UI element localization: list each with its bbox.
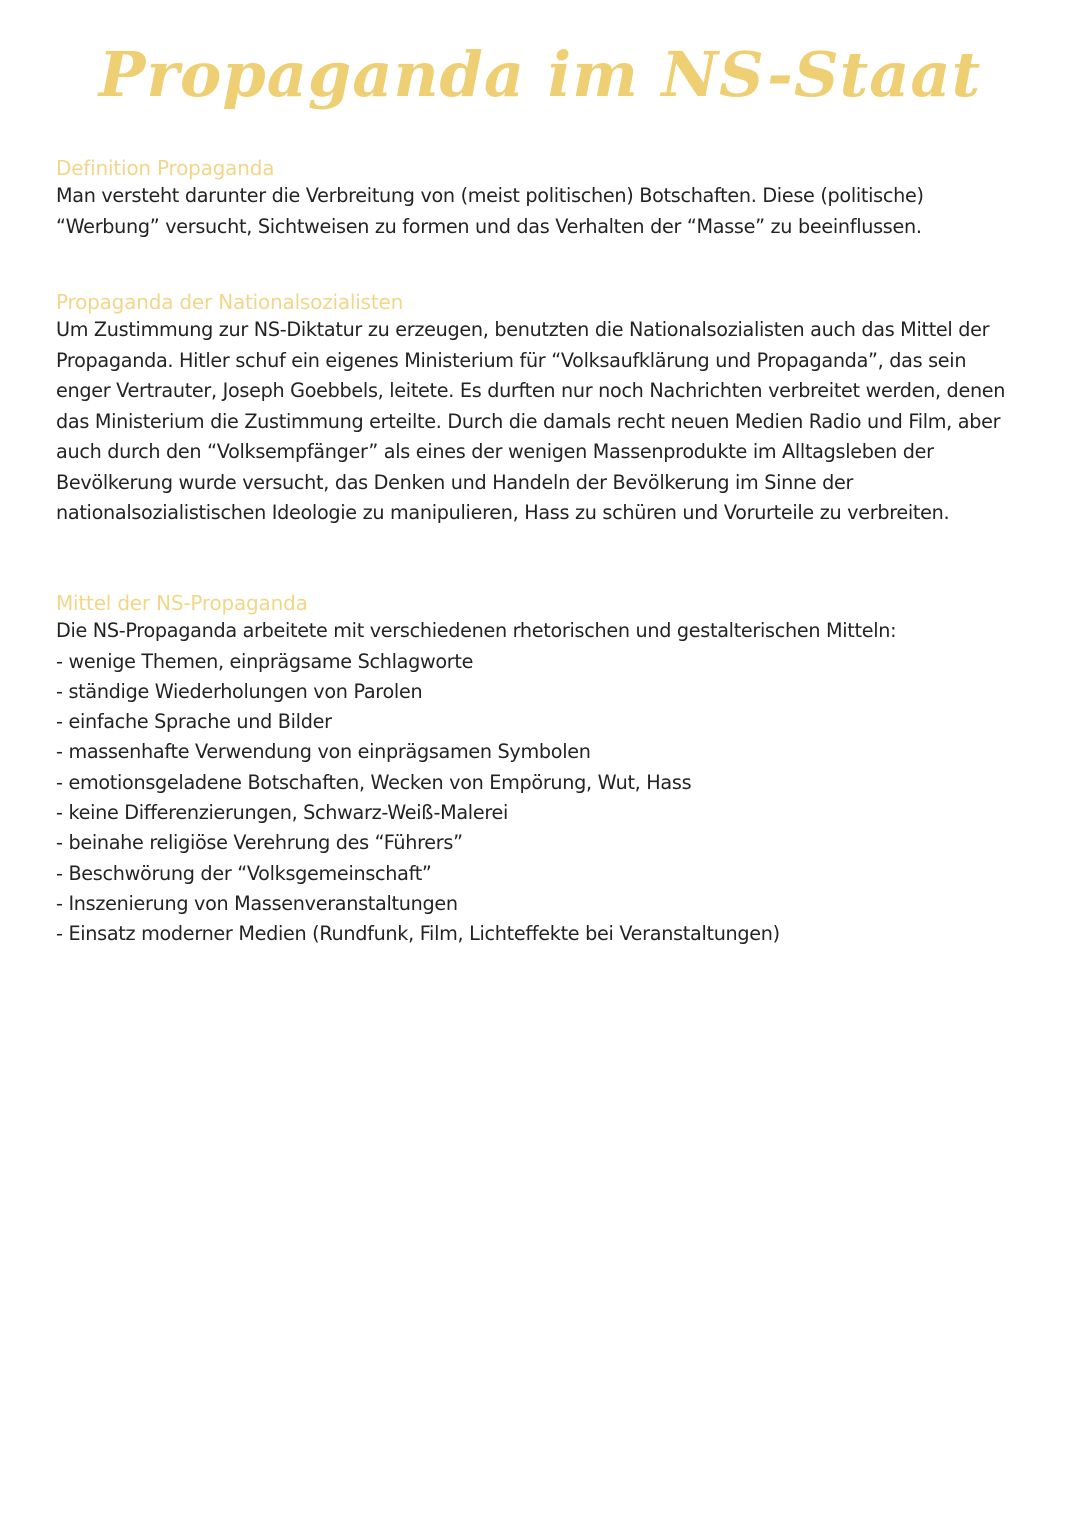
section-definition (56, 155, 1016, 242)
list-item: - emotionsgeladene Botschaften, Wecken von Empörung, Wut, Hass (56, 768, 1016, 798)
section-heading: Mittel der NS-Propaganda (56, 591, 308, 615)
section-text: Um Zustimmung zur NS-Diktatur zu erzeugen, benutzten die Nationalsozialisten auch das Mittel der Propaganda. Hitler schuf ein eigenes Ministerium für “Volksaufklärung und Propaganda”, das sein enger Vertrauter, Joseph Goebbels, leitete. Es durften nur noch Nachrichten verbreitet werden, denen das Ministerium die Zustimmung erteilte. Durch die damals recht neuen Medien Radio und Film, aber auch durch den “Volksempfänger” als eines der wenigen Massenprodukte im Alltagsleben der Bevölkerung wurde versucht, das Denken und Handeln der Bevölkerung im Sinne der nationalsozialistischen Ideologie zu manipulieren, Hass zu schüren und Vorurteile zu verbreiten. (56, 318, 1006, 524)
list-item: - massenhafte Verwendung von einprägsamen Symbolen (56, 737, 1016, 767)
section-mittel (56, 590, 1016, 949)
list-item: - keine Differenzierungen, Schwarz-Weiß-Malerei (56, 798, 1016, 828)
section-heading: Propaganda der Nationalsozialisten (56, 290, 404, 314)
list-item: - wenige Themen, einprägsame Schlagworte (56, 647, 1016, 677)
list-item: - beinahe religiöse Verehrung des “Führers” (56, 828, 1016, 858)
section-nationalsozialisten (56, 289, 1016, 529)
list-item: - einfache Sprache und Bilder (56, 707, 1016, 737)
list-item: - Einsatz moderner Medien (Rundfunk, Film, Lichteffekte bei Veranstaltungen) (56, 919, 1016, 949)
section-text: Die NS-Propaganda arbeitete mit verschiedenen rhetorischen und gestalterischen Mitteln: (56, 619, 897, 642)
list-item: - Beschwörung der “Volksgemeinschaft” (56, 859, 1016, 889)
section-text: Man versteht darunter die Verbreitung von (meist politischen) Botschaften. Diese (politische) “Werbung” versucht, Sichtweisen zu formen und das Verhalten der “Masse” zu beeinflussen. (56, 184, 924, 238)
means-list (56, 647, 1016, 950)
section-heading: Definition Propaganda (56, 156, 275, 180)
page-title: Propaganda im NS-Staat (98, 38, 982, 111)
list-item: - ständige Wiederholungen von Parolen (56, 677, 1016, 707)
list-item: - Inszenierung von Massenveranstaltungen (56, 889, 1016, 919)
